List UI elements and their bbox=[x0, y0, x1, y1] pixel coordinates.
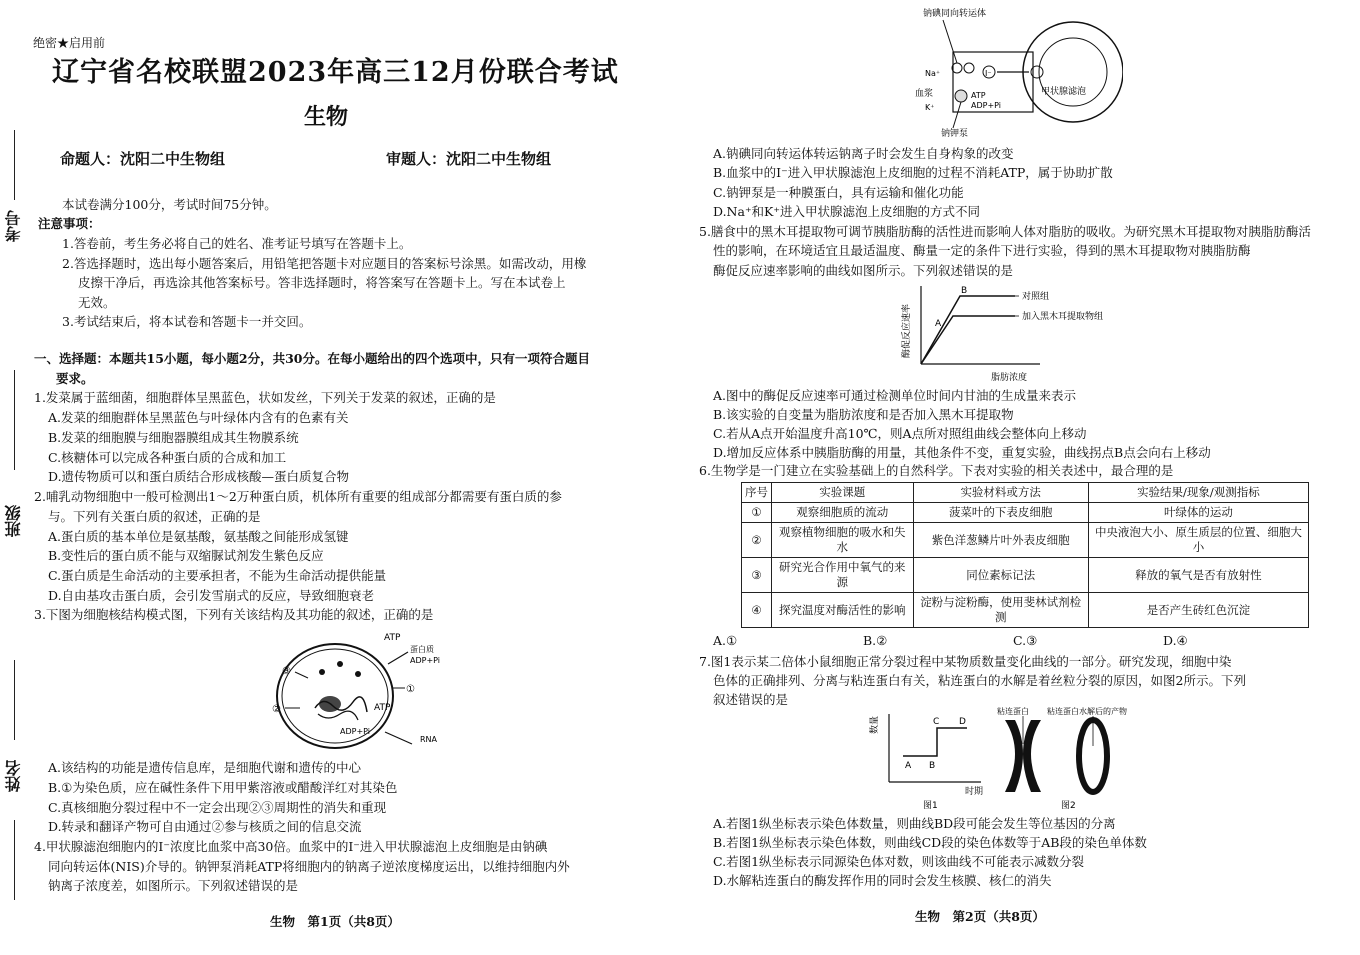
nucleus-diagram bbox=[260, 628, 460, 758]
q5-stem: 酶促反应速率影响的曲线如图所示。下列叙述错误的是 bbox=[713, 263, 1014, 278]
leader-line bbox=[943, 20, 957, 63]
q6-stem: 6.生物学是一门建立在实验基础上的自然科学。下表对实验的相关表述中，最合理的是 bbox=[699, 463, 1174, 478]
q7-stem: 色体的正确排列、分离与粘连蛋白有关，粘连蛋白的水解是着丝粒分裂的原因，如图2所示。下列 bbox=[713, 673, 1246, 688]
nuclear-envelope bbox=[277, 644, 393, 748]
table-cell: 观察植物细胞的吸水和失水 bbox=[772, 523, 914, 558]
q3-option-c: C.真核细胞分裂过程中不一定会出现②③周期性的消失和重现 bbox=[48, 800, 387, 815]
q1-option-c: C.核糖体可以完成各种蛋白质的合成和加工 bbox=[48, 450, 287, 465]
q2-option-d: D.自由基攻击蛋白质，会引发雪崩式的反应，导致细胞衰老 bbox=[48, 588, 375, 603]
fig-label-na: Na⁺ bbox=[925, 69, 941, 78]
table-cell: 中央液泡大小、原生质层的位置、细胞大小 bbox=[1088, 523, 1308, 558]
point-b-label: B bbox=[961, 286, 968, 296]
q7-option-a: A.若图1纵坐标表示染色体数量，则曲线BD段可能会发生等位基因的分离 bbox=[713, 816, 1116, 831]
fig-label-adp: ADP+Pi bbox=[410, 656, 441, 665]
chromatid-left bbox=[1005, 720, 1023, 792]
binding-label-banji: 班级 bbox=[4, 505, 23, 537]
fig-label-protein: 蛋白质 bbox=[410, 645, 434, 654]
molecule-dot bbox=[355, 671, 361, 677]
table-cell: ③ bbox=[742, 558, 772, 593]
leader-line bbox=[953, 102, 961, 128]
setter-line: 命题人：沈阳二中生物组 bbox=[60, 150, 226, 168]
q1-stem: 1.发菜属于蓝细菌，细胞群体呈黑蓝色，状如发丝，下列关于发菜的叙述，正确的是 bbox=[34, 390, 496, 405]
q4-option-d: D.Na⁺和K⁺进入甲状腺滤泡上皮细胞的方式不同 bbox=[713, 204, 980, 219]
table-cell: 释放的氧气是否有放射性 bbox=[1088, 558, 1308, 593]
point-d-label: D bbox=[959, 717, 966, 727]
left-page bbox=[30, 0, 670, 955]
fig1-caption: 图1 bbox=[923, 801, 938, 811]
fig-label-rna: RNA bbox=[420, 735, 438, 744]
binding-line bbox=[14, 820, 15, 900]
enzyme-rate-chart bbox=[895, 282, 1155, 386]
secret-label: 绝密★启用前 bbox=[33, 36, 106, 50]
pump-symbol bbox=[955, 90, 967, 102]
q5-option-d: D.增加反应体系中胰脂肪酶的用量，其他条件不变，重复实验，曲线拐点B点会向右上移动 bbox=[713, 445, 1211, 460]
binding-line bbox=[14, 130, 15, 200]
notice-line: 无效。 bbox=[78, 295, 116, 310]
q4-stem: 钠离子浓度差，如图所示。下列叙述错误的是 bbox=[48, 878, 299, 893]
x-axis-label: 时期 bbox=[965, 787, 984, 797]
q5-option-c: C.若从A点开始温度升高10℃，则A点所对照组曲线会整体向上移动 bbox=[713, 426, 1087, 441]
fig1-curve bbox=[903, 728, 967, 756]
notice-title: 注意事项： bbox=[38, 216, 101, 231]
q6-option-c: C.③ bbox=[1013, 633, 1038, 648]
table-header: 实验结果/现象/观测指标 bbox=[1088, 483, 1308, 503]
table-cell: 同位素标记法 bbox=[913, 558, 1088, 593]
notice-line: 2.答选择题时，选出每小题答案后，用铅笔把答题卡对应题目的答案标号涂黑。如需改动，用橡 bbox=[62, 256, 587, 271]
q3-option-b: B.①为染色质，应在碱性条件下用甲紫溶液或醋酸洋红对其染色 bbox=[48, 780, 398, 795]
q4-option-c: C.钠钾泵是一种膜蛋白，具有运输和催化功能 bbox=[713, 185, 964, 200]
q4-stem: 4.甲状腺滤泡细胞内的I⁻浓度比血浆中高30倍。血浆中的I⁻进入甲状腺滤泡上皮细胞是由钠碘 bbox=[34, 839, 548, 854]
point-a-label: A bbox=[905, 761, 912, 771]
chromosome-figures bbox=[865, 706, 1165, 812]
q2-stem: 2.哺乳动物细胞中一般可检测出1～2万种蛋白质，机体所有重要的组成部分都需要有蛋白质的参 bbox=[34, 489, 562, 504]
table-cell: 是否产生砖红色沉淀 bbox=[1088, 593, 1308, 628]
fig-label-adp: ADP+Pi bbox=[971, 101, 1002, 110]
notice-line: 1.答卷前，考生务必将自己的姓名、准考证号填写在答题卡上。 bbox=[62, 236, 412, 251]
table-cell: ④ bbox=[742, 593, 772, 628]
q4-option-a: A.钠碘同向转运体转运钠离子时会发生自身构象的改变 bbox=[713, 146, 1014, 161]
q4-stem: 同向转运体(NIS)介导的。钠钾泵消耗ATP将细胞内的钠离子逆浓度梯度运出，以维持细胞内外 bbox=[48, 859, 570, 874]
subject-title: 生物 bbox=[304, 104, 349, 130]
fig-label-atp: ATP bbox=[971, 91, 986, 100]
table-row bbox=[742, 523, 1309, 558]
notice-line: 3.考试结束后，将本试卷和答题卡一并交回。 bbox=[62, 314, 312, 329]
table-header: 序号 bbox=[742, 483, 772, 503]
molecule-dot bbox=[337, 661, 343, 667]
thyroid-transport-diagram bbox=[913, 2, 1123, 140]
binding-label-xingming: 姓名 bbox=[4, 760, 23, 792]
q7-option-c: C.若图1纵坐标表示同源染色体对数，则该曲线不可能表示减数分裂 bbox=[713, 854, 1085, 869]
point-b-label: B bbox=[929, 761, 936, 771]
molecule-dot bbox=[319, 669, 325, 675]
binding-line bbox=[14, 660, 15, 740]
q5-option-a: A.图中的酶促反应速率可通过检测单位时间内甘油的生成量来表示 bbox=[713, 388, 1077, 403]
q5-stem: 5.膳食中的黑木耳提取物可调节胰脂肪酶的活性进而影响人体对脂肪的吸收。为研究黑木耳提取物对胰脂肪酶活 bbox=[699, 224, 1311, 239]
fig-label-adp: ADP+Pi bbox=[340, 727, 371, 736]
q2-option-a: A.蛋白质的基本单位是氨基酸，氨基酸之间能形成氢键 bbox=[48, 529, 349, 544]
legend-control: 对照组 bbox=[1022, 292, 1050, 302]
fig-label-k: K⁺ bbox=[925, 103, 935, 112]
legend-treated: 加入黑木耳提取物组 bbox=[1022, 312, 1104, 322]
page-footer-right: 生物 第2页（共8页） bbox=[915, 909, 1045, 924]
q1-option-a: A.发菜的细胞群体呈黑蓝色与叶绿体内含有的色素有关 bbox=[48, 410, 349, 425]
q6-option-a: A.① bbox=[713, 633, 738, 648]
control-curve bbox=[921, 296, 1015, 364]
point-a-label: A bbox=[935, 319, 942, 329]
fig-marker-1: ① bbox=[406, 684, 415, 695]
table-cell: 观察细胞质的流动 bbox=[772, 503, 914, 523]
binding-line bbox=[14, 370, 15, 470]
fig-label-atp: ATP bbox=[374, 703, 391, 713]
table-cell: 研究光合作用中氧气的来源 bbox=[772, 558, 914, 593]
fig-label-blood: 血浆 bbox=[915, 89, 934, 99]
score-info: 本试卷满分100分，考试时间75分钟。 bbox=[62, 197, 277, 212]
arrow bbox=[385, 732, 412, 744]
q2-stem: 与。下列有关蛋白质的叙述，正确的是 bbox=[48, 509, 261, 524]
fig-marker-3: ③ bbox=[282, 666, 291, 677]
q6-option-b: B.② bbox=[863, 633, 888, 648]
table-header: 实验课题 bbox=[772, 483, 914, 503]
page-footer-left: 生物 第1页（共8页） bbox=[270, 914, 400, 929]
fig-label-cohesin-product: 粘连蛋白水解后的产物 bbox=[1047, 707, 1127, 716]
fig-label-i: I⁻ bbox=[985, 69, 992, 78]
table-cell: 叶绿体的运动 bbox=[1088, 503, 1308, 523]
notice-line: 皮擦干净后，再选涂其他答案标号。答非选择题时，将答案写在答题卡上。写在本试卷上 bbox=[78, 275, 566, 290]
q7-option-b: B.若图1纵坐标表示染色体数，则曲线CD段的染色体数等于AB段的染色单体数 bbox=[713, 835, 1147, 850]
q2-option-b: B.变性后的蛋白质不能与双缩脲试剂发生紫色反应 bbox=[48, 548, 324, 563]
q1-option-d: D.遗传物质可以和蛋白质结合形成核酸—蛋白质复合物 bbox=[48, 469, 350, 484]
q7-stem: 叙述错误的是 bbox=[713, 692, 789, 707]
experiment-table bbox=[741, 482, 1309, 628]
arrow bbox=[388, 652, 408, 664]
q4-option-b: B.血浆中的I⁻进入甲状腺滤泡上皮细胞的过程不消耗ATP，属于协助扩散 bbox=[713, 165, 1113, 180]
q7-option-d: D.水解粘连蛋白的酶发挥作用的同时会发生核膜、核仁的消失 bbox=[713, 873, 1052, 888]
fig-label-atp: ATP bbox=[384, 633, 401, 643]
nuclear-envelope-inner bbox=[282, 649, 388, 743]
y-axis-label: 酶促反应速率 bbox=[902, 303, 912, 358]
table-row bbox=[742, 593, 1309, 628]
transporter-symbol bbox=[964, 63, 974, 73]
fig-label-thyroid: 甲状腺滤泡 bbox=[1041, 87, 1087, 97]
table-cell: 菠菜叶的下表皮细胞 bbox=[913, 503, 1088, 523]
q5-stem: 性的影响，在环境适宜且最适温度、酶量一定的条件下进行实验，得到的黑木耳提取物对胰脂肪酶 bbox=[713, 243, 1251, 258]
q3-option-d: D.转录和翻译产物可自由通过②参与核质之间的信息交流 bbox=[48, 819, 362, 834]
y-axis-label: 数量 bbox=[870, 715, 880, 734]
q7-stem: 7.图1表示某二倍体小鼠细胞正常分裂过程中某物质数量变化曲线的一部分。研究发现，细胞中染 bbox=[699, 654, 1232, 669]
table-cell: 淀粉与淀粉酶，使用斐林试剂检测 bbox=[913, 593, 1088, 628]
reviewer-line: 审题人：沈阳二中生物组 bbox=[386, 150, 552, 168]
table-cell: 探究温度对酶活性的影响 bbox=[772, 593, 914, 628]
fig-label-pump: 钠钾泵 bbox=[941, 129, 969, 139]
q3-stem: 3.下图为细胞核结构模式图，下列有关该结构及其功能的叙述，正确的是 bbox=[34, 607, 434, 622]
q5-option-b: B.该实验的自变量为脂肪浓度和是否加入黑木耳提取物 bbox=[713, 407, 1014, 422]
table-header: 实验材料或方法 bbox=[913, 483, 1088, 503]
table-cell: 紫色洋葱鳞片叶外表皮细胞 bbox=[913, 523, 1088, 558]
table-cell: ② bbox=[742, 523, 772, 558]
leader-line bbox=[295, 672, 308, 678]
table-row bbox=[742, 503, 1309, 523]
exam-title: 辽宁省名校联盟2023年高三12月份联合考试 bbox=[52, 57, 619, 88]
table-cell: ① bbox=[742, 503, 772, 523]
section-heading: 一、选择题：本题共15小题，每小题2分，共30分。在每小题给出的四个选项中，只有一项符合题目 bbox=[34, 351, 590, 366]
section-heading: 要求。 bbox=[56, 371, 94, 386]
fig-marker-2: ② bbox=[272, 704, 281, 715]
q2-option-c: C.蛋白质是生命活动的主要承担者，不能为生命活动提供能量 bbox=[48, 568, 387, 583]
fig2-caption: 图2 bbox=[1061, 801, 1076, 811]
table-row bbox=[742, 558, 1309, 593]
chromatin bbox=[318, 711, 358, 720]
fig-label-cohesin: 粘连蛋白 bbox=[997, 707, 1029, 716]
q3-option-a: A.该结构的功能是遗传信息库，是细胞代谢和遗传的中心 bbox=[48, 760, 362, 775]
binding-strip bbox=[0, 0, 30, 955]
right-page bbox=[695, 0, 1355, 955]
q6-option-d: D.④ bbox=[1163, 633, 1188, 648]
fig-label-nis: 钠碘同向转运体 bbox=[923, 9, 987, 19]
q1-option-b: B.发菜的细胞膜与细胞器膜组成其生物膜系统 bbox=[48, 430, 299, 445]
x-axis-label: 脂肪浓度 bbox=[991, 373, 1028, 383]
point-c-label: C bbox=[933, 717, 940, 727]
binding-label-kaohao: 考号 bbox=[4, 210, 23, 242]
follicle-outer bbox=[1023, 22, 1123, 122]
chromatid-right bbox=[1023, 720, 1041, 792]
table-header-row bbox=[742, 483, 1309, 503]
